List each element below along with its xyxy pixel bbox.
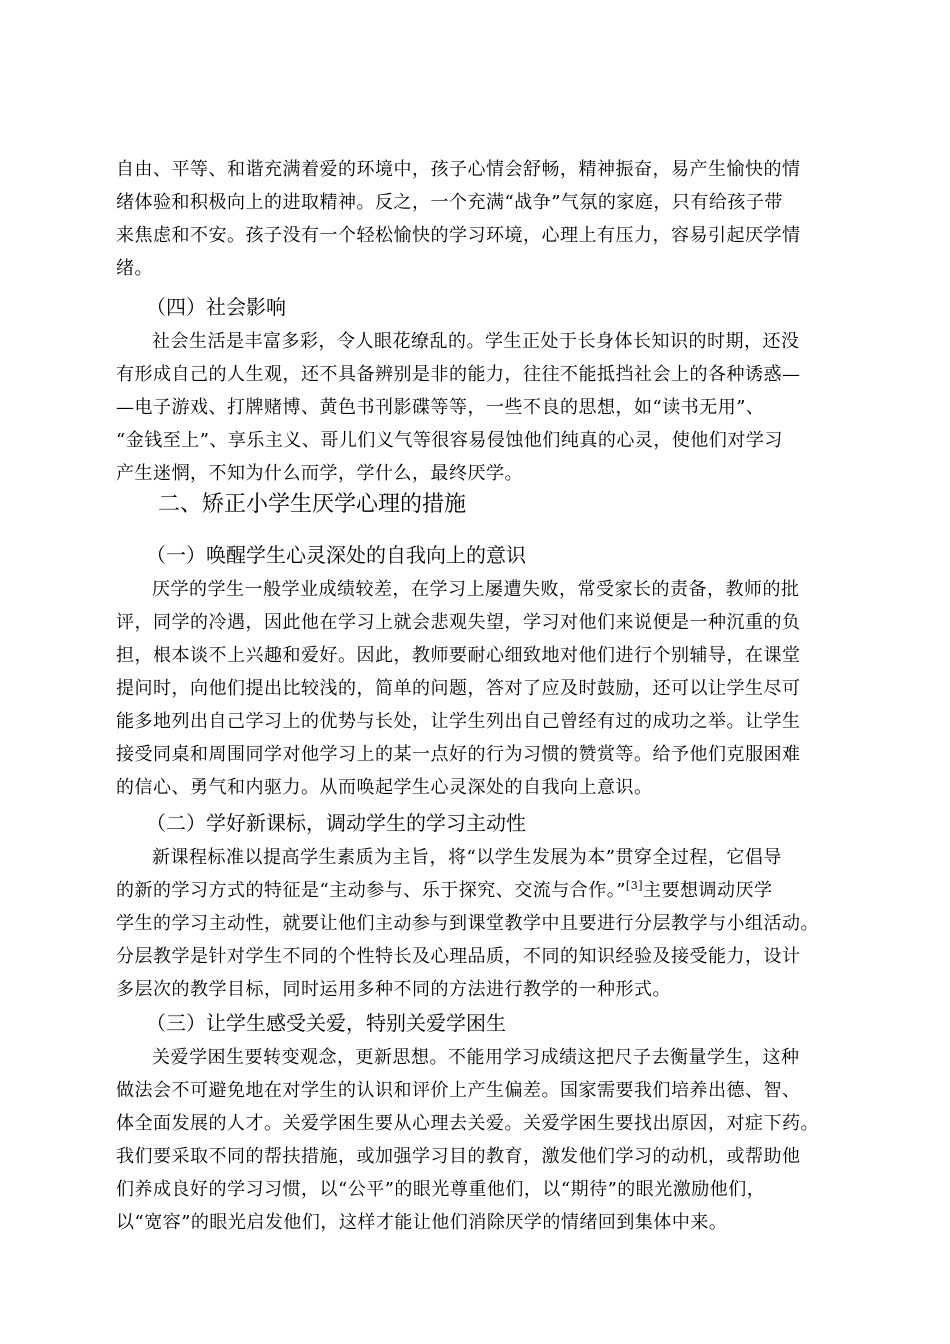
subsection-heading-2: （二）学好新课标，调动学生的学习主动性: [146, 811, 526, 835]
body-text-line: [116, 876, 846, 906]
body-text-line: 社会生活是丰富多彩，令人眼花缭乱的。学生正处于长身体长知识的时期，还没: [152, 331, 800, 352]
citation-reference: [3]: [625, 879, 643, 892]
body-text-line: 评，同学的冷遇，因此他在学习上就会悲观失望，学习对他们来说便是一种沉重的负: [116, 612, 801, 633]
body-text-line: 以“宽容”的眼光启发他们，这样才能让他们消除厌学的情绪回到集体中来。: [116, 1212, 728, 1233]
part-heading: 二、矫正小学生厌学心理的措施: [158, 492, 467, 517]
body-text-line: 学生的学习主动性，就要让他们主动参与到课堂教学中且要进行分层教学与小组活动。: [116, 913, 819, 934]
body-text-line: 绪。: [116, 258, 153, 279]
body-text-line: 产生迷惘，不知为什么而学，学什么，最终厌学。: [116, 463, 523, 484]
body-text-line: “金钱至上”、享乐主义、哥儿们义气等很容易侵蚀他们纯真的心灵，使他们对学习: [116, 430, 783, 451]
body-text-line: 能多地列出自己学习上的优势与长处，让学生列出自己曾经有过的成功之举。让学生: [116, 711, 801, 732]
body-text-line: 们养成良好的学习习惯，以“公平”的眼光尊重他们，以“期待”的眼光激励他们，: [116, 1179, 766, 1200]
body-text-line: 关爱学困生要转变观念，更新思想。不能用学习成绩这把尺子去衡量学生，这种: [152, 1047, 800, 1068]
body-text-line: 的信心、勇气和内驱力。从而唤起学生心灵深处的自我向上意识。: [116, 777, 653, 798]
body-text-line: 体全面发展的人才。关爱学困生要从心理去关爱。关爱学困生要找出原因，对症下药。: [116, 1113, 819, 1134]
body-text-line: 多层次的教学目标，同时运用多种不同的方法进行教学的一种形式。: [116, 979, 671, 1000]
body-text-segment: 主要想调动厌学: [643, 880, 773, 901]
body-text-line: 自由、平等、和谐充满着爱的环境中，孩子心情会舒畅，精神振奋，易产生愉快的情: [116, 159, 801, 180]
subsection-heading-1: （一）唤醒学生心灵深处的自我向上的意识: [146, 543, 526, 567]
body-text-line: —电子游戏、打牌赌博、黄色书刊影碟等等，一些不良的思想，如“读书无用”、: [116, 397, 765, 418]
body-text-line: 我们要采取不同的帮扶措施，或加强学习目的教育，激发他们学习的动机，或帮助他: [116, 1146, 801, 1167]
body-text-line: 新课程标准以提高学生素质为主旨，将“以学生发展为本”贯穿全过程，它倡导: [152, 847, 782, 868]
body-text-line: 接受同桌和周围同学对他学习上的某一点好的行为习惯的赞赏等。给予他们克服困难: [116, 744, 801, 765]
subsection-heading-3: （三）让学生感受关爱，特别关爱学困生: [146, 1011, 506, 1035]
body-text-line: 来焦虑和不安。孩子没有一个轻松愉快的学习环境，心理上有压力，容易引起厌学情: [116, 225, 801, 246]
body-text-line: 绪体验和积极向上的进取精神。反之，一个充满“战争”气氛的家庭，只有给孩子带: [116, 192, 783, 213]
body-text-line: 有形成自己的人生观，还不具备辨别是非的能力，往往不能抵挡社会上的各种诱惑—: [116, 364, 801, 385]
body-text-segment: 的新的学习方式的特征是“主动参与、乐于探究、交流与合作。”: [116, 880, 626, 901]
body-text-line: 提问时，向他们提出比较浅的，简单的问题，答对了应及时鼓励，还可以让学生尽可: [116, 678, 801, 699]
body-text-line: 分层教学是针对学生不同的个性特长及心理品质，不同的知识经验及接受能力，设计: [116, 946, 801, 967]
body-text-line: 做法会不可避免地在对学生的认识和评价上产生偏差。国家需要我们培养出德、智、: [116, 1080, 801, 1101]
section-heading-4: （四）社会影响: [146, 295, 286, 319]
body-text-line: 厌学的学生一般学业成绩较差，在学习上屡遭失败，常受家长的责备，教师的批: [152, 579, 800, 600]
body-text-line: 担，根本谈不上兴趣和爱好。因此，教师要耐心细致地对他们进行个别辅导，在课堂: [116, 645, 801, 666]
